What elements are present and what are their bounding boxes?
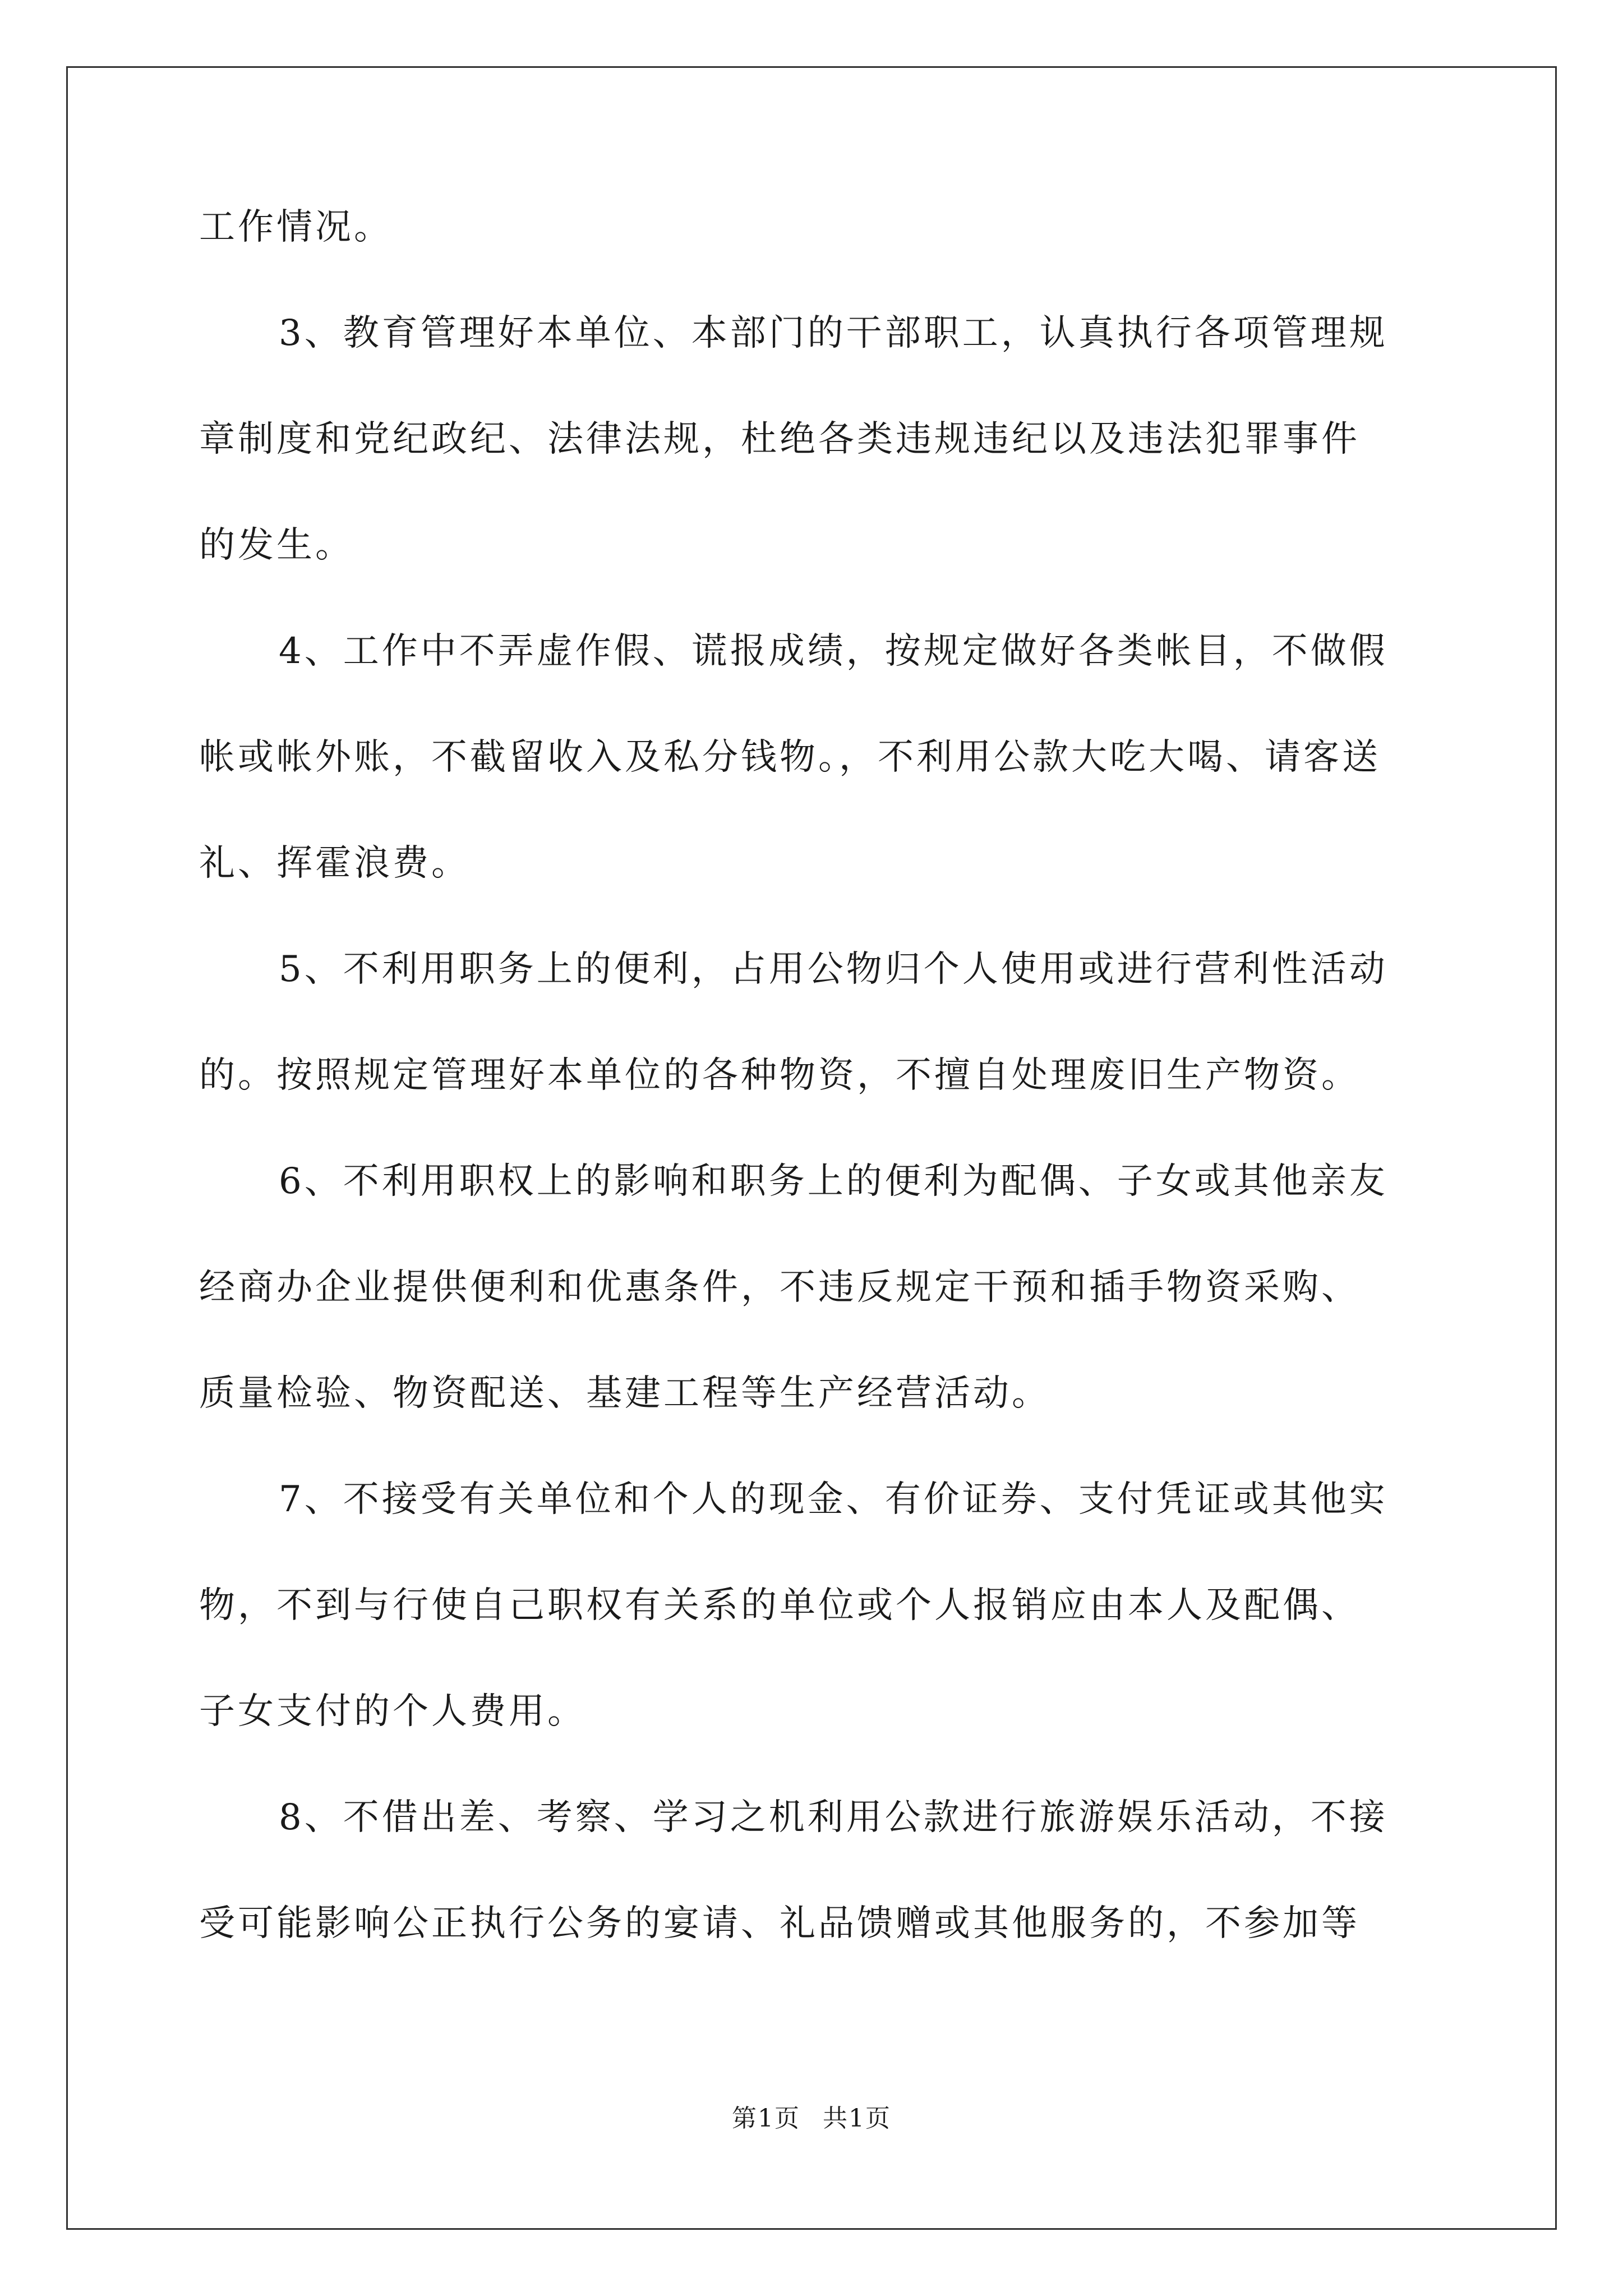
text-line: 质量检验、物资配送、基建工程等生产经营活动。: [199, 1373, 1050, 1414]
text-line: 受可能影响公正执行公务的宴请、礼品馈赠或其他服务的，不参加等: [199, 1903, 1360, 1944]
text-line: 3、教育管理好本单位、本部门的干部职工，认真执行各项管理规: [279, 312, 1388, 354]
text-line: 的。按照规定管理好本单位的各种物资，不擅自处理废旧生产物资。: [199, 1055, 1360, 1096]
page-number-total: 共1页: [823, 2104, 891, 2133]
text-line: 6、不利用职权上的影响和职务上的便利为配偶、子女或其他亲友: [279, 1161, 1388, 1202]
text-line: 工作情况。: [199, 206, 393, 248]
text-line: 章制度和党纪政纪、法律法规，杜绝各类违规违纪以及违法犯罪事件: [199, 418, 1360, 460]
text-line: 子女支付的个人费用。: [199, 1691, 586, 1732]
text-line: 4、工作中不弄虚作假、谎报成绩，按规定做好各类帐目，不做假: [279, 631, 1388, 672]
text-line: 物，不到与行使自己职权有关系的单位或个人报销应由本人及配偶、: [199, 1585, 1360, 1626]
text-line: 7、不接受有关单位和个人的现金、有价证券、支付凭证或其他实: [279, 1479, 1388, 1520]
text-line: 经商办企业提供便利和优惠条件，不违反规定干预和插手物资采购、: [199, 1267, 1360, 1308]
page-number-current: 第1页: [732, 2104, 800, 2133]
text-line: 的发生。: [199, 524, 354, 566]
text-line: 礼、挥霍浪费。: [199, 843, 470, 884]
text-line: 8、不借出差、考察、学习之机利用公款进行旅游娱乐活动，不接: [279, 1797, 1388, 1838]
text-line: 帐或帐外账，不截留收入及私分钱物。，不利用公款大吃大喝、请客送: [199, 737, 1381, 778]
text-line: 5、不利用职务上的便利，占用公物归个人使用或进行营利性活动: [279, 949, 1388, 990]
page-footer: [0, 2098, 1623, 2134]
